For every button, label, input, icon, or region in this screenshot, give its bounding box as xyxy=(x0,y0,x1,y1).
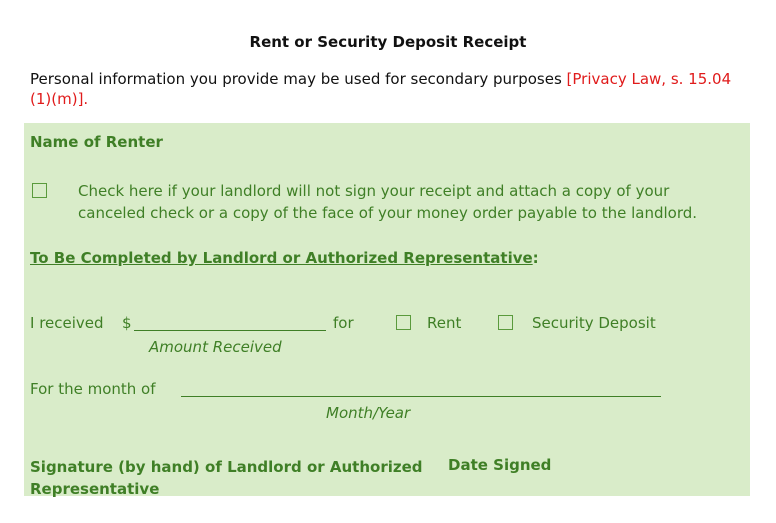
month-year-line[interactable] xyxy=(181,396,661,397)
landlord-section-heading: To Be Completed by Landlord or Authorized Representative: xyxy=(30,249,539,267)
check-instructions-line1: Check here if your landlord will not sign your receipt and attach a copy of your xyxy=(78,182,670,200)
signature-label-line1: Signature (by hand) of Landlord or Authorized xyxy=(30,458,423,476)
security-deposit-label: Security Deposit xyxy=(532,314,656,332)
for-month-of-label: For the month of xyxy=(30,380,156,398)
date-signed-label: Date Signed xyxy=(448,456,552,474)
security-deposit-checkbox[interactable] xyxy=(498,315,513,330)
privacy-text: Personal information you provide may be used for secondary purposes xyxy=(30,70,567,88)
rent-label: Rent xyxy=(427,314,462,332)
privacy-notice xyxy=(30,69,745,109)
i-received-label: I received xyxy=(30,314,104,332)
amount-received-line[interactable] xyxy=(134,330,326,331)
landlord-wont-sign-checkbox[interactable] xyxy=(32,183,47,198)
privacy-law-reference: [Privacy Law, s. 15.04 (1)(m)]. xyxy=(30,70,732,108)
month-year-caption: Month/Year xyxy=(326,404,411,422)
name-of-renter-label: Name of Renter xyxy=(30,133,163,151)
signature-label xyxy=(30,456,423,500)
for-label: for xyxy=(333,314,354,332)
check-instructions-line2: canceled check or a copy of the face of your money order payable to the landlord. xyxy=(78,204,698,222)
form-title: Rent or Security Deposit Receipt xyxy=(249,33,527,51)
amount-received-caption: Amount Received xyxy=(149,338,282,356)
rent-checkbox[interactable] xyxy=(396,315,411,330)
check-instructions xyxy=(78,180,697,224)
dollar-sign: $ xyxy=(122,314,132,332)
receipt-panel xyxy=(24,123,750,496)
signature-label-line2: Representative xyxy=(30,480,160,498)
